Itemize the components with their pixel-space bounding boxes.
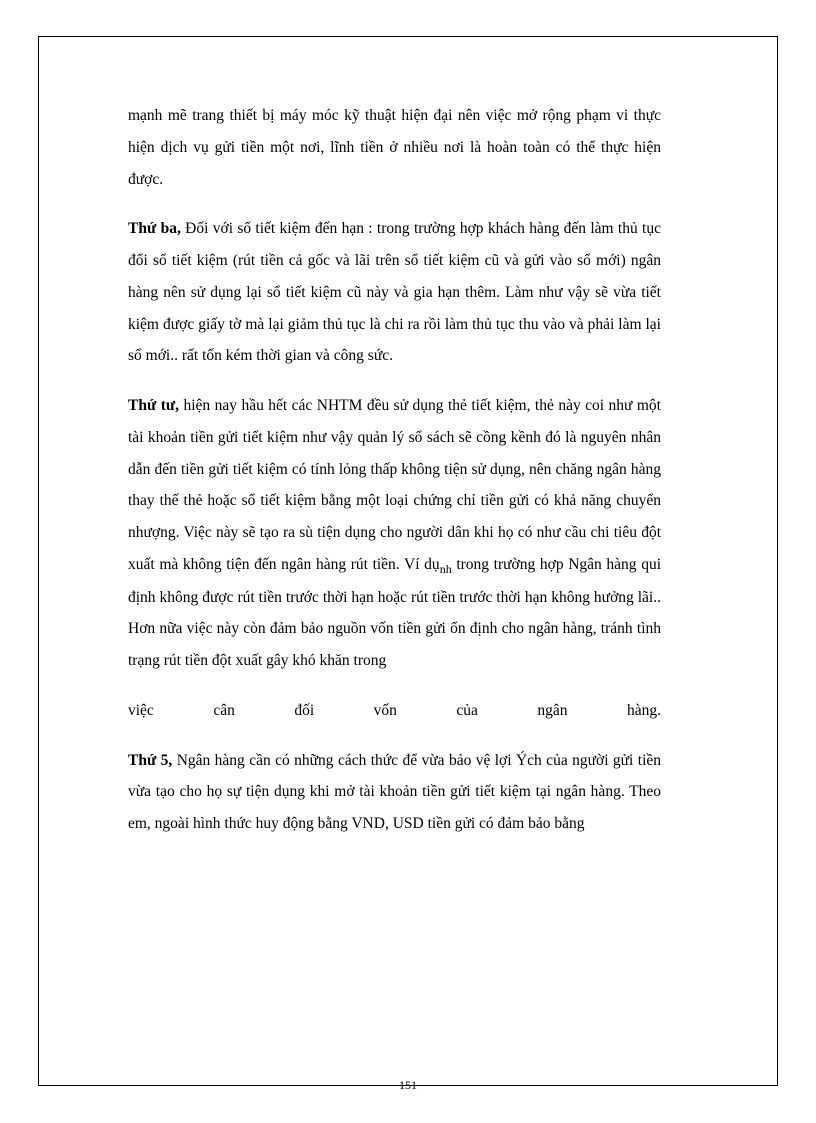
paragraph-3-lead: Thứ tư, [128, 397, 180, 415]
paragraph-2 [128, 213, 661, 372]
paragraph-3-subscript: nh [439, 562, 452, 577]
paragraph-1-text: mạnh mẽ trang thiết bị máy móc kỹ thuật hiện đại nên việc mở rộng phạm vi thực hiện dịch vụ gửi tiền một nơi, lĩnh tiền ở nhiều nơi là hoàn toàn có thể thực hiện được. [128, 107, 661, 188]
paragraph-3-text-after: trong trường hợp Ngân hàng qui định không được rút tiền trước thời hạn hoặc rút tiền trước thời hạn không hưởng lãi.. Hơn nữa việc này còn đảm bảo nguồn vốn tiền gửi ổn định cho ngân hàng, tránh tình trạng rút tiền đột xuất gây khó khăn trong [128, 555, 662, 670]
paragraph-3-last-line-words [128, 695, 661, 727]
paragraph-4-lead: Thứ 5, [128, 751, 173, 769]
paragraph-3-last-line [128, 695, 661, 727]
page-number: 151 [399, 1078, 417, 1092]
word-6: ngân [537, 701, 568, 719]
page-content [128, 100, 661, 840]
paragraph-1 [128, 100, 661, 195]
word-5: của [456, 701, 478, 719]
word-4: vốn [373, 701, 397, 719]
word-3: đối [294, 701, 315, 719]
paragraph-4-text: Ngân hàng cần có những cách thức để vừa bảo vệ lợi Ých của người gửi tiền vừa tạo cho họ sự tiện dụng khi mở tài khoản tiền gửi tiết kiệm tại ngân hàng. Theo em, ngoài hình thức huy động bằng VND, USD tiền gửi có đảm bảo bằng [128, 751, 662, 833]
word-2: cân [213, 701, 235, 719]
paragraph-3 [128, 390, 661, 677]
paragraph-3-text: hiện nay hầu hết các NHTM đều sử dụng thẻ tiết kiệm, thẻ này coi như một tài khoản tiền gửi tiết kiệm như vậy quản lý sổ sách sẽ cồng kềnh đó là nguyên nhân dẫn đến tiền gửi tiết kiệm có tính lỏng thấp không tiện sử dụng, nên chăng ngân hàng thay thế thẻ hoặc sổ tiết kiệm bằng một loại chứng chỉ tiền gửi có khả năng chuyển nhượng. Việc này sẽ tạo ra sù tiện dụng cho người dân khi họ có như cầu chi tiêu đột xuất mà không tiện đến ngân hàng rút tiền. Ví dụ [128, 397, 661, 573]
word-7: hàng. [626, 701, 661, 719]
paragraph-2-lead: Thứ ba, [128, 220, 181, 238]
paragraph-4 [128, 745, 661, 840]
paragraph-2-text: Đối với sổ tiết kiệm đến hạn : trong trường hợp khách hàng đến làm thủ tục đổi sổ tiết kiệm (rút tiền cả gốc và lãi trên sổ tiết kiệm cũ và gửi vào sổ mới) ngân hàng nên sử dụng lại sổ tiết kiệm cũ này và gia hạn thêm. Làm như vậy sẽ vừa tiết kiệm được giấy tờ mà lại giảm thủ tục là chi ra rồi làm thủ tục thu vào và phải làm lại sổ mới.. rất tốn kém thời gian và công sức. [128, 220, 661, 365]
word-1: việc [128, 701, 154, 719]
